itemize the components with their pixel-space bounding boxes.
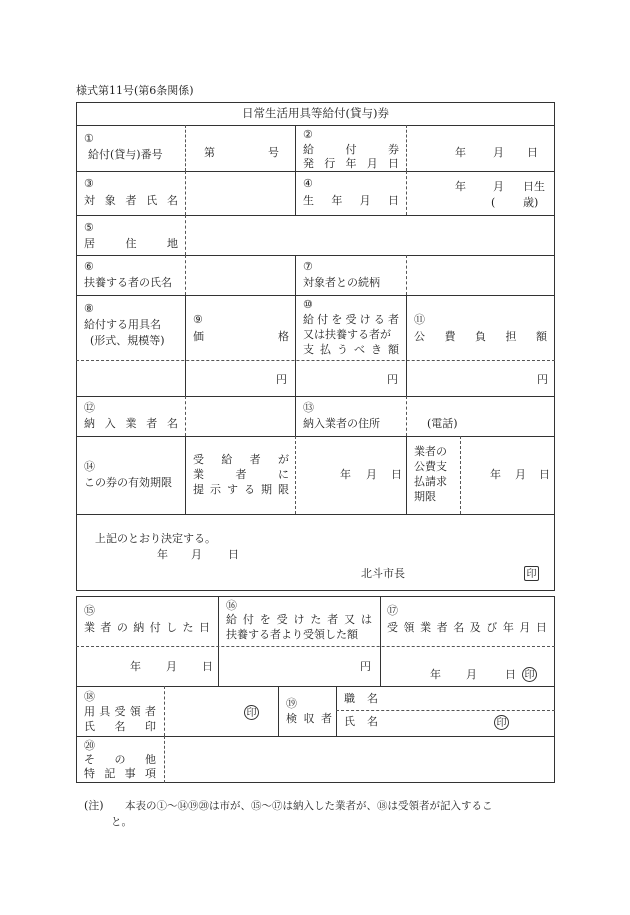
f19-name-label: 氏 名	[344, 715, 378, 728]
f14-label: この券の有効期限	[84, 476, 172, 489]
f10-label-line1: 給 付 を 受 け る 者	[303, 313, 399, 326]
f16-yen: 円	[360, 660, 371, 673]
f4-day: 日生	[523, 180, 545, 193]
f16-label-line2: 扶養する者より受領した額	[226, 628, 358, 641]
f14-claim-line1: 業者の	[414, 445, 447, 458]
f6-num: ⑥	[84, 260, 94, 273]
f1-go: 号	[268, 146, 279, 159]
f14-sub-line3: 提 示 す る 期 限	[193, 483, 289, 496]
f4-label: 生 年 月 日	[303, 194, 399, 207]
f15-label: 業 者 の 納 付 し た 日	[84, 621, 210, 634]
f20-num: ⑳	[84, 739, 95, 752]
f14-claim-year: 年	[490, 468, 501, 481]
f2-month: 月	[493, 146, 504, 159]
f1-num: ①	[84, 132, 94, 145]
f20-label-line2: 特 記 事 項	[84, 767, 156, 780]
f14-day: 日	[391, 468, 402, 481]
decision-day: 日	[228, 548, 239, 561]
f14-year: 年	[340, 468, 351, 481]
mayor-label: 北斗市長	[361, 567, 405, 580]
f15-num: ⑮	[84, 604, 95, 617]
f2-num: ②	[303, 128, 313, 141]
f15-day: 日	[202, 660, 213, 673]
f13-phone: (電話)	[427, 417, 458, 430]
f9-label: 価 格	[193, 330, 289, 343]
f4-month: 月	[493, 180, 504, 193]
f8-num: ⑧	[84, 302, 94, 315]
f18-label-line2: 氏 名 印	[84, 720, 156, 733]
f18-num: ⑱	[84, 690, 95, 703]
f10-label-line2: 又は扶養する者が	[303, 328, 391, 341]
f7-label: 対象者との続柄	[303, 276, 380, 289]
f9-yen: 円	[276, 373, 287, 386]
f15-year: 年	[130, 660, 141, 673]
f14-claim-line3: 払請求	[414, 475, 447, 488]
f4-age-close: 歳)	[523, 196, 539, 209]
f4-num: ④	[303, 177, 313, 190]
f16-label-line1: 給 付 を 受 け た 者 又 は	[226, 613, 372, 626]
decision-year: 年	[157, 548, 168, 561]
f4-age-open: (	[491, 196, 496, 209]
f2-day: 日	[527, 146, 538, 159]
f2-label-line1: 給 付 券	[303, 143, 399, 156]
decision-month: 月	[191, 548, 202, 561]
f13-label: 納入業者の住所	[303, 417, 380, 430]
f19-seal-icon: 印	[494, 715, 509, 730]
form-title: 日常生活用具等給付(貸与)券	[242, 106, 389, 120]
f19-post-label: 職 名	[344, 692, 378, 705]
f17-num: ⑰	[387, 604, 398, 617]
f11-yen: 円	[537, 373, 548, 386]
f10-yen: 円	[387, 373, 398, 386]
f10-label-line3: 支 払 う べ き 額	[303, 343, 399, 356]
f14-sub-line1: 受 給 者 が	[193, 453, 289, 466]
form-number: 様式第11号(第6条関係)	[76, 84, 194, 97]
f16-num: ⑯	[226, 599, 237, 612]
note-line1: 本表の①～⑭⑲⑳は市が、⑮～⑰は納入した業者が、⑱は受領者が記入するこ	[125, 800, 493, 812]
f14-claim-line4: 期限	[414, 490, 436, 503]
f17-label: 受 領 業 者 名 及 び 年 月 日	[387, 621, 547, 634]
f10-num: ⑩	[303, 298, 313, 311]
note-line2: と。	[111, 816, 132, 828]
f8-label-line1: 給付する用具名	[84, 318, 161, 331]
f17-day: 日	[505, 668, 516, 681]
f1-dai: 第	[204, 146, 215, 159]
f19-num: ⑲	[286, 697, 297, 710]
f12-label: 納 入 業 者 名	[84, 417, 178, 430]
f14-claim-line2: 公費支	[414, 460, 447, 473]
f14-claim-month: 月	[515, 468, 526, 481]
note-prefix: (注)	[84, 799, 104, 812]
f15-month: 月	[166, 660, 177, 673]
f14-month: 月	[366, 468, 377, 481]
f13-num: ⑬	[303, 401, 314, 414]
f3-num: ③	[84, 177, 94, 190]
f19-label: 検 収 者	[286, 712, 332, 725]
f12-num: ⑫	[84, 401, 95, 414]
f14-num: ⑭	[84, 460, 95, 473]
f2-year: 年	[455, 146, 466, 159]
f4-year: 年	[455, 180, 466, 193]
f18-label-line1: 用 具 受 領 者	[84, 705, 156, 718]
f6-label: 扶養する者の氏名	[84, 276, 172, 289]
f20-label-line1: そ の 他	[84, 753, 156, 766]
f5-num: ⑤	[84, 221, 94, 234]
mayor-seal-icon: 印	[524, 566, 539, 581]
f14-sub-line2: 業 者 に	[193, 468, 289, 481]
f17-year: 年	[430, 668, 441, 681]
f5-label: 居 住 地	[84, 237, 178, 250]
f9-num: ⑨	[193, 313, 203, 326]
f14-claim-day: 日	[539, 468, 550, 481]
f1-label: 給付(貸与)番号	[88, 148, 163, 161]
decision-text: 上記のとおり決定する。	[95, 532, 216, 545]
f11-num: ⑪	[414, 313, 425, 326]
f3-label: 対 象 者 氏 名	[84, 194, 178, 207]
f2-label-line2: 発 行 年 月 日	[303, 157, 399, 170]
f7-num: ⑦	[303, 260, 313, 273]
f11-label: 公 費 負 担 額	[414, 330, 547, 343]
f8-label-line2: (形式、規模等)	[90, 334, 165, 347]
f17-seal-icon: 印	[522, 667, 537, 682]
f17-month: 月	[466, 668, 477, 681]
f18-seal-icon: 印	[244, 705, 259, 720]
